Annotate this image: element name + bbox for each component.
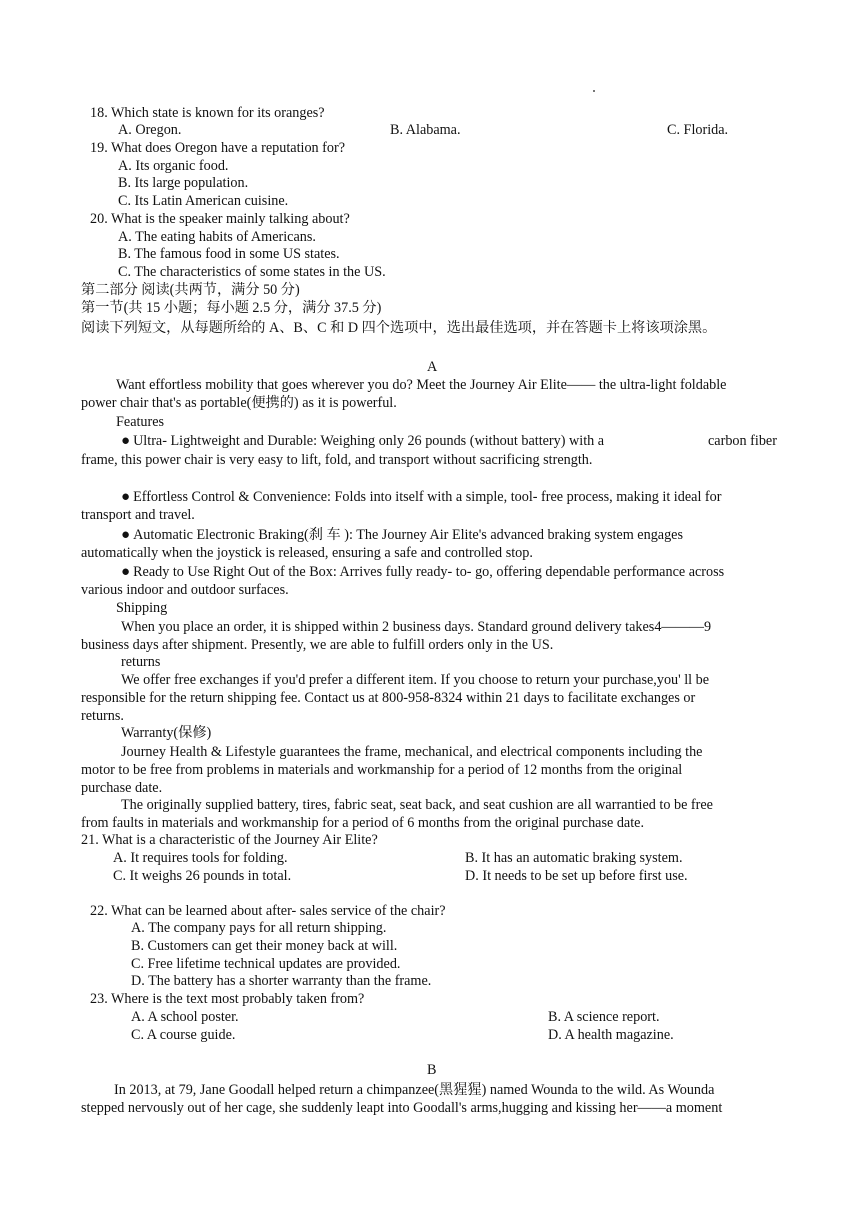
passage-a-letter: A [427, 359, 438, 375]
returns-paragraph: We offer free exchanges if you'd prefer a different item. If you choose to return your purchase,you' ll be responsible for the return shipping fee. Contact us at 800-958-8324 within 21 days to facilitate exchanges or returns. [81, 672, 710, 724]
question-21-stem: 21. What is a characteristic of the Journey Air Elite? [81, 832, 378, 848]
q22-option-d: D. The battery has a shorter warranty than the frame. [131, 973, 432, 989]
q19-option-a: A. Its organic food. [118, 158, 229, 174]
feature-2: ● Effortless Control & Convenience: Folds into itself with a simple, tool- free process, making it ideal for transport and travel. [81, 489, 722, 523]
returns-heading: returns [121, 654, 161, 670]
question-20-stem: 20. What is the speaker mainly talking about? [90, 211, 350, 227]
scan-speck [593, 90, 595, 92]
q19-option-b: B. Its large population. [118, 175, 249, 191]
q19-option-c: C. Its Latin American cuisine. [118, 193, 289, 209]
feature-4: ● Ready to Use Right Out of the Box: Arrives fully ready- to- go, offering dependable performance across various indoor and outdoor surfaces. [81, 564, 725, 598]
q23-option-a: A. A school poster. [131, 1009, 239, 1025]
passage-b-paragraph-1: In 2013, at 79, Jane Goodall helped return a chimpanzee(黑猩猩) named Wounda to the wild. As Wounda stepped nervously out of her cage, she suddenly leapt into Goodall's arms,hugging and kissing her——a moment [81, 1082, 723, 1116]
q23-option-b: B. A science report. [548, 1009, 660, 1025]
question-18-stem: 18. Which state is known for its oranges? [90, 105, 325, 121]
shipping-heading: Shipping [116, 600, 168, 616]
q23-option-c: C. A course guide. [131, 1027, 236, 1043]
q22-option-b: B. Customers can get their money back at will. [131, 938, 398, 954]
passage-b-letter: B [427, 1062, 437, 1078]
part-two-title: 第二部分 阅读(共两节，满分 50 分) [81, 282, 300, 298]
feature-3: ● Automatic Electronic Braking(刹 车 ): The Journey Air Elite's advanced braking system engages automatically when the joystick is released, ensuring a safe and controlled stop. [81, 527, 684, 561]
q21-option-b: B. It has an automatic braking system. [465, 850, 683, 866]
shipping-paragraph: When you place an order, it is shipped within 2 business days. Standard ground delivery takes4———9 business days after shipment. Presently, we are able to fulfill orders only in the US. [81, 619, 712, 653]
q18-option-a: A. Oregon. [118, 122, 182, 138]
features-heading: Features [116, 414, 165, 430]
passage-a-intro: Want effortless mobility that goes wherever you do? Meet the Journey Air Elite—— the ultra-light foldable power chair that's as portable(便携的) as it is powerful. [81, 377, 727, 411]
q22-option-c: C. Free lifetime technical updates are provided. [131, 956, 401, 972]
question-22-stem: 22. What can be learned about after- sales service of the chair? [90, 903, 446, 919]
bullet-icon: ● [121, 489, 131, 505]
feature-1-line-2: frame, this power chair is very easy to lift, fold, and transport without sacrificing strength. [81, 452, 593, 468]
q18-option-c: C. Florida. [667, 122, 729, 138]
question-19-stem: 19. What does Oregon have a reputation for? [90, 140, 346, 156]
warranty-paragraph-1: Journey Health & Lifestyle guarantees the frame, mechanical, and electrical components including the motor to be free from problems in materials and workmanship for a period of 12 months from the original purchase date. [81, 744, 703, 796]
warranty-paragraph-2: The originally supplied battery, tires, fabric seat, seat back, and seat cushion are all warrantied to be free from faults in materials and workmanship for a period of 6 months from the original purchase date. [81, 797, 713, 831]
warranty-heading: Warranty(保修) [121, 725, 212, 741]
q22-option-a: A. The company pays for all return shipping. [131, 920, 387, 936]
bullet-icon: ● [121, 564, 131, 580]
q23-option-d: D. A health magazine. [548, 1027, 674, 1043]
q20-option-a: A. The eating habits of Americans. [118, 229, 316, 245]
bullet-icon: ● [121, 527, 131, 543]
question-23-stem: 23. Where is the text most probably taken from? [90, 991, 365, 1007]
section-one-title: 第一节(共 15 小题；每小题 2.5 分，满分 37.5 分) [81, 300, 382, 316]
feature-1-line-1: ● Ultra- Lightweight and Durable: Weighing only 26 pounds (without battery) with a [121, 433, 605, 449]
q21-option-c: C. It weighs 26 pounds in total. [113, 868, 292, 884]
q18-option-b: B. Alabama. [390, 122, 461, 138]
feature-1-line-1-end: carbon fiber [708, 433, 777, 449]
reading-instruction: 阅读下列短文，从每题所给的 A、B、C 和 D 四个选项中，选出最佳选项，并在答题卡上将该项涂黑。 [81, 320, 717, 336]
q21-option-d: D. It needs to be set up before first use. [465, 868, 688, 884]
bullet-icon: ● [121, 433, 131, 449]
q21-option-a: A. It requires tools for folding. [113, 850, 288, 866]
q20-option-b: B. The famous food in some US states. [118, 246, 340, 262]
q20-option-c: C. The characteristics of some states in the US. [118, 264, 386, 280]
